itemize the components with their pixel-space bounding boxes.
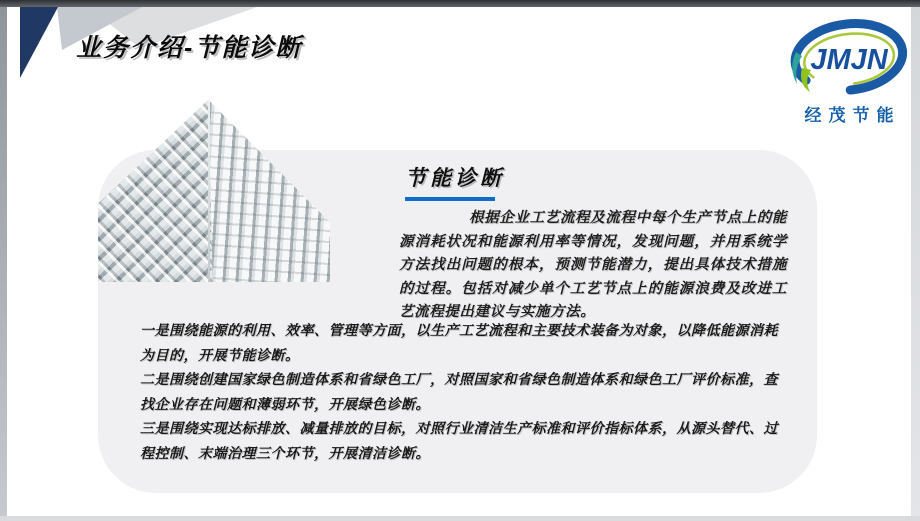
logo-subtitle: 经茂节能 (804, 106, 901, 125)
building-photo (98, 96, 330, 282)
card-heading: 节能诊断 (405, 167, 505, 190)
card-heading-underline (405, 197, 495, 201)
jmjn-logo-icon (784, 16, 914, 98)
company-logo (784, 16, 914, 126)
card-bullet-list (140, 318, 790, 465)
card-paragraph: 根据企业工艺流程及流程中每个生产节点上的能源消耗状况和能源利用率等情况，发现问题，并用系统学方法找出问题的根本，预测节能潜力，提出具体技术措施的过程。包括对减少单个工艺节点上的能源浪费及改进工艺流程提出建议与实施方法。 (399, 210, 787, 320)
bullet-clean-diagnosis: 三是围绕实现达标排放、减量排放的目标，对照行业清洁生产标准和评价指标体系，从源头替代、过程控制、末端治理三个环节，开展清洁诊断。 (140, 420, 778, 461)
page-title: 业务介绍-节能诊断 (76, 34, 303, 62)
bullet-energy-diagnosis: 一是围绕能源的利用、效率、管理等方面，以生产工艺流程和主要技术装备为对象，以降低能源消耗为目的，开展节能诊断。 (140, 322, 778, 363)
slide-edge-bottom (0, 516, 920, 521)
logo-text: JMJN (810, 44, 888, 76)
bullet-green-diagnosis: 二是围绕创建国家绿色制造体系和省绿色工厂，对照国家和省绿色制造体系和绿色工厂评价标准，查找企业存在问题和薄弱环节，开展绿色诊断。 (140, 371, 778, 412)
building-corner-edge (208, 100, 211, 282)
